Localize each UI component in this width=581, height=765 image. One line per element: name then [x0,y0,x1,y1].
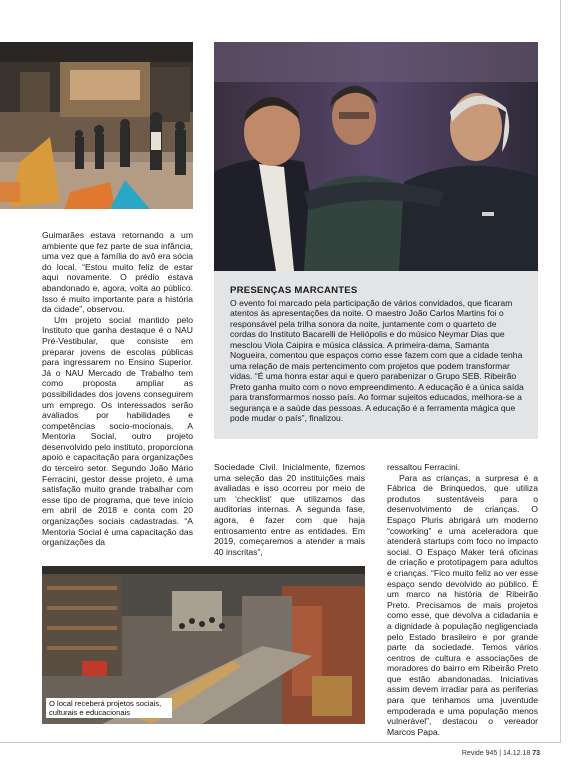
paragraph: Para as crianças, a surpresa é a Fábrica de Brinquedos, que utiliza produtos sustentáveis para o desenvolvimento de crianças. O Espaço Pluris abrigará um moderno “coworking” e uma aceleradora que atenderá startups com foco no impacto social. O Espaço Maker terá oficinas de criação e prototipagem para adultos e crianças. “Fico muito feliz ao ver esse espaço sendo devolvido ao público. É um marco na história de Ribeirão Preto. Precisamos de mais projetos como esse, que devolva a cidadania e a dignidade à população negligenciada pelo Estado brasileiro e por grande parte da sociedade. Temos vários centros de cultura e associações de moradores do bairro em Ribeirão Preto que estão abandonadas. Iniciativas assim devem irradiar para as periferias para que tenhamos uma juventude empoderada e uma população menos vulnerável”, destacou o vereador Marcos Papa. [387,472,538,737]
paragraph: ressaltou Ferracini. [387,462,461,472]
guests-portrait-photo [214,42,538,271]
article-column-left [42,230,193,548]
paragraph: Um projeto social mantido pelo Instituto que ganha destaque é o NAU Pré-Vestibular, que consiste em preparar jovens de escolas públicas para ingressarem no Ensino Superior. Já o NAU Mercado de Trabalho tem como proposta ampliar as possibilidades dos jovens conseguirem um emprego. Os interessados serão avaliados por habilidades e competências socio-mocionais. A Mentoria Social, outro projeto desenvolvido pelo instituto, proporciona apoio e capacitação para organizações do terceiro setor. Segundo João Mário Ferracini, gestor desse projeto, é uma satisfação muito grande trabalhar com esse tipo de programa, que teve início em abril de 2018 e conta com 20 organizações sociais cadastradas. “A Mentoria Social é uma capacitação das organizações da [42,314,193,548]
paragraph: Guimarães estava retornando a um ambiente que fez parte de sua infância, uma vez que a família do avô era sócia do local. “Estou muito feliz de estar aqui novamente. O prédio estava abandonado e, agora, volta ao público. Isso é muito importante para a história da cidade”, observou. [42,230,193,315]
magazine-issue: Revide 945 | 14.12.18 [461,750,531,757]
photo-caption: O local receberá projetos sociais, culturais e educacionais [46,698,172,718]
article-column-middle: Sociedade Civil. Inicialmente, fizemos uma seleção das 20 instituições mais avaliadas e isso ocorreu por meio de um ‘checklist’ que utilizamos das auditorias internas. A segunda fase, agora, é fazer com que haja entrosamento entre as entidades. Em 2019, começaremos a atender a mais 40 inscritas”, [214,462,365,557]
event-crowd-photo [0,42,193,209]
page-footer [430,750,540,757]
sidebar-title: PRESENÇAS MARCANTES [230,285,358,296]
article-column-right [387,462,538,737]
sidebar-body: O evento foi marcado pela participação de vários convidados, que ficaram atentos às apresentações da noite. O maestro João Carlos Martins foi o responsável pela trilha sonora da noite, juntamente com o quarteto de cordas do Instituto Bacarelli de Heliópolis e do músico Neymar Dias que mesclou Viola Caipira e música clássica. A primeira-dama, Samanta Nogueira, comentou que espaços como esse fazem com que a cidade tenha uma relação de mais pertencimento com projetos que podem transformar vidas. “É uma honra estar aqui e quero parabenizar o Grupo SEB. Ribeirão Preto ganha muito com o novo empreendimento. A educação é a única saída para transformarmos nosso país. Ao formar sujeitos educados, melhora-se a segurança e a saúde das pessoas. A educação é a ferramenta mágica que pode mudar o país”, finalizou. [230,298,524,423]
page-number: 73 [532,750,540,757]
sidebar-box [214,271,538,439]
